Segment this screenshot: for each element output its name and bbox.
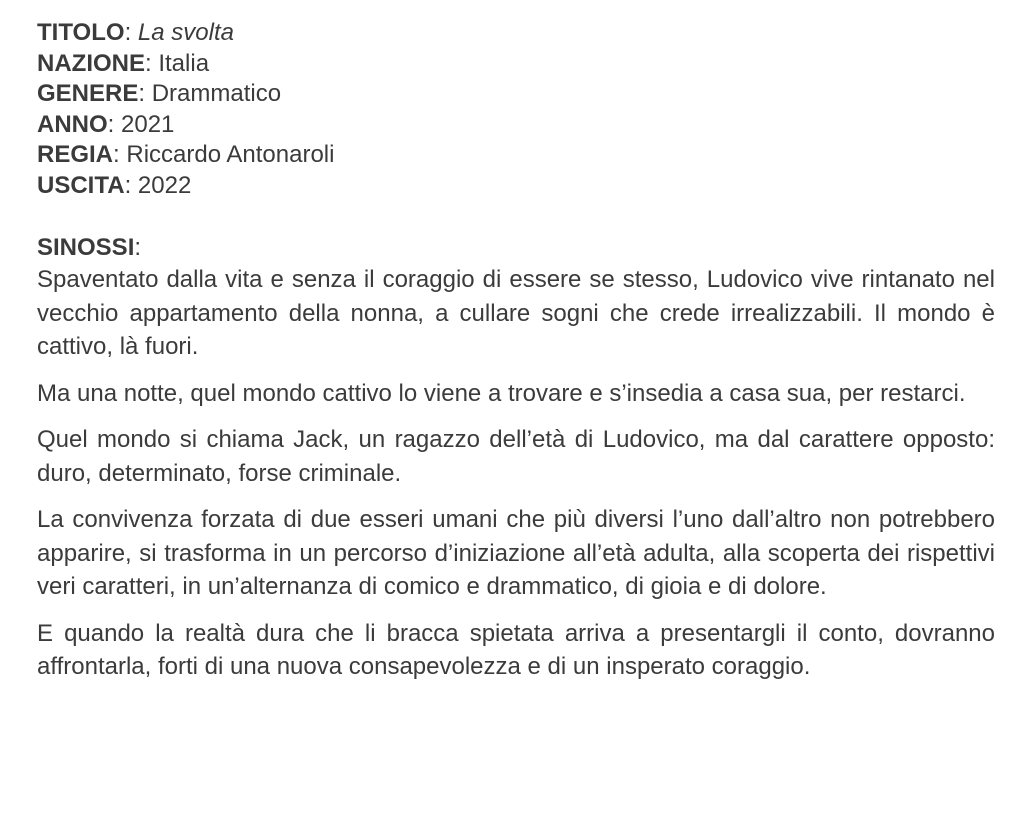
metadata-genre-row: GENERE: Drammatico	[37, 80, 282, 107]
metadata-release-row: USCITA: 2022	[37, 171, 192, 199]
film-genre: Drammatico	[151, 80, 282, 107]
metadata-label: GENERE	[37, 80, 139, 107]
synopsis-paragraph: Quel mondo si chiama Jack, un ragazzo dell’età di Ludovico, ma dal carattere opposto: duro, determinato, forse criminale.	[37, 426, 995, 487]
film-year: 2021	[121, 110, 175, 138]
metadata-country-row: NAZIONE: Italia	[37, 49, 210, 77]
synopsis-heading: SINOSSI:	[37, 234, 142, 261]
film-director: Riccardo Antonaroli	[126, 141, 335, 168]
synopsis-paragraph: Ma una notte, quel mondo cattivo lo viene a trovare e s’insedia a casa sua, per restarci.	[37, 379, 966, 407]
film-release: 2022	[137, 171, 192, 199]
metadata-label: NAZIONE	[37, 49, 145, 77]
synopsis-paragraph: E quando la realtà dura che li bracca spietata arriva a presentargli il conto, dovranno affrontarla, forti di una nuova consapevolezza e di un insperato coraggio.	[37, 619, 995, 680]
film-country: Italia	[158, 49, 210, 77]
metadata-label: TITOLO	[37, 19, 125, 46]
metadata-label: ANNO	[37, 110, 108, 138]
metadata-year-row: ANNO: 2021	[37, 110, 175, 138]
film-sheet-document	[37, 18, 995, 697]
metadata-title-row: TITOLO: La svolta	[37, 19, 234, 46]
synopsis-body	[37, 263, 995, 684]
metadata-label: REGIA	[37, 141, 114, 168]
synopsis-label: SINOSSI	[37, 234, 135, 261]
synopsis-paragraph: Spaventato dalla vita e senza il coraggio di essere se stesso, Ludovico vive rintanato nel vecchio appartamento della nonna, a cullare sogni che crede irrealizzabili. Il mondo è cattivo, là fuori.	[37, 266, 995, 360]
metadata-label: USCITA	[37, 171, 125, 199]
film-title: La svolta	[137, 19, 234, 46]
synopsis-paragraph: La convivenza forzata di due esseri umani che più diversi l’uno dall’altro non potrebbero apparire, si trasforma in un percorso d’iniziazione all’età adulta, alla scoperta dei rispettivi veri caratteri, in un’alternanza di comico e drammatico, di gioia e di dolore.	[37, 506, 995, 600]
film-metadata	[37, 18, 995, 201]
metadata-director-row: REGIA: Riccardo Antonaroli	[37, 141, 335, 168]
